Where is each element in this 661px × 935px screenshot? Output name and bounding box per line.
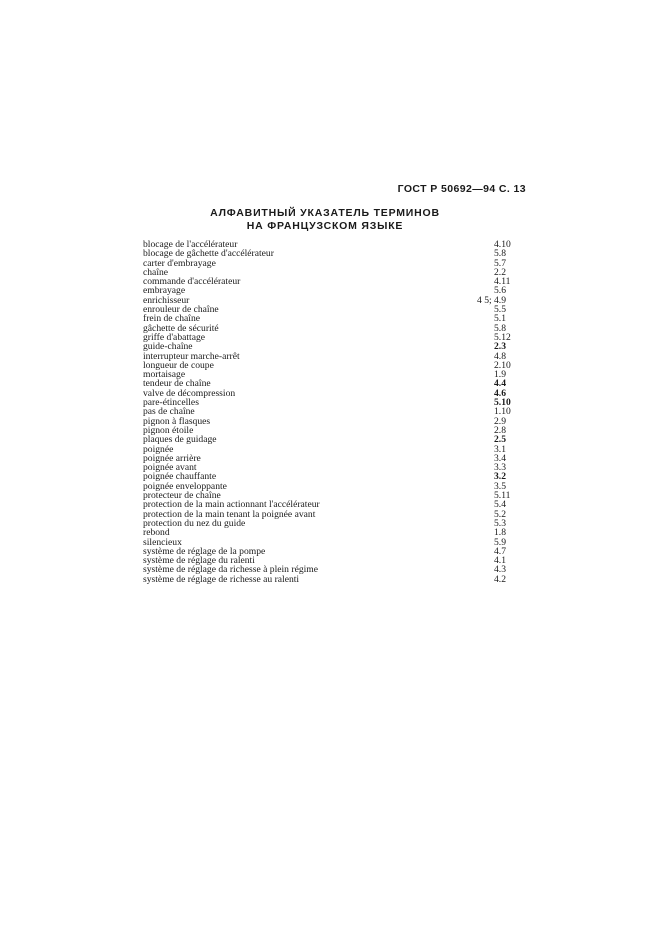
entry-number: 5.9 [494,536,506,548]
entry-term: protecteur de chaîne [143,490,221,502]
entry-number: 4.6 [494,387,506,399]
entry-term: enrouleur de chaîne [143,304,219,316]
entry-term: poignée enveloppante [143,480,227,492]
index-entry [143,277,523,286]
entry-number: 1.8 [494,527,506,539]
entry-term: poignée chauffante [143,471,217,483]
entry-term: poignée [143,443,174,455]
entry-term: silencieux [143,536,182,548]
entry-number: 1.9 [494,369,506,381]
page-header: ГОСТ Р 50692—94 С. 13 [397,183,526,195]
index-entry [143,305,523,314]
entry-term: guide-chaîne [143,341,193,353]
entry-number: 5.8 [494,322,506,334]
entry-number: 2.9 [494,415,506,427]
entry-number: 2.3 [494,341,506,353]
entry-number: 2.8 [494,424,506,436]
index-entry [143,528,523,537]
entry-term: gâchette de sécurité [143,322,219,334]
entry-number: 4.4 [494,378,506,390]
entry-number: 5.11 [494,490,511,502]
index-entry [143,519,523,528]
title-line-1: АЛФАВИТНЫЙ УКАЗАТЕЛЬ ТЕРМИНОВ [210,207,440,219]
term-index [143,240,523,584]
entry-number: 3.3 [494,462,506,474]
index-entry [143,575,523,584]
index-entry [143,398,523,407]
entry-number: 4.10 [494,239,511,250]
entry-term: tendeur de chaîne [143,378,211,390]
entry-term: griffe d'abattage [143,331,206,343]
entry-term: système de réglage da richesse à plein régime [143,564,319,576]
entry-term: commande d'accélérateur [143,276,241,288]
entry-term: protection de la main actionnant l'accélérateur [143,499,320,511]
entry-term: blocage de gâchette d'accélérateur [143,248,274,260]
entry-term: embrayage [143,285,186,297]
index-entry [143,454,523,463]
entry-number: 5.3 [494,517,506,529]
entry-number: 5.7 [494,257,506,269]
entry-number: 3.2 [494,471,506,483]
entry-number: 3.1 [494,443,506,455]
entry-term: blocage de l'accélérateur [143,239,238,250]
entry-number: 3.5 [494,480,506,492]
entry-term: protection de la main tenant la poignée avant [143,508,316,520]
entry-number: 4.7 [494,545,506,557]
entry-number: 1.10 [494,406,511,418]
entry-term: frein de chaîne [143,313,200,325]
entry-number: 4.8 [494,350,506,362]
entry-term: pas de chaîne [143,406,195,418]
entry-term: chaîne [143,266,169,278]
index-entry [143,417,523,426]
index-entry [143,435,523,444]
entry-number: 4.1 [494,555,506,567]
entry-term: plaques de guidage [143,434,217,446]
entry-number: 5.5 [494,304,506,316]
entry-term: valve de décompression [143,387,236,399]
entry-number: 5.1 [494,313,506,325]
entry-number: 5.10 [494,397,511,409]
index-entry [143,259,523,268]
entry-term: protection du nez du guide [143,517,246,529]
entry-term: enrichisseur [143,294,190,306]
entry-number: 5.6 [494,285,506,297]
entry-number: 4.2 [494,573,506,585]
index-entry [143,361,523,370]
index-entry [143,286,523,295]
entry-number: 3.4 [494,452,506,464]
entry-term: pare-étincelles [143,397,199,409]
entry-term: longueur de coupe [143,359,214,371]
entry-number: 5.12 [494,331,511,343]
entry-term: carter d'embrayage [143,257,216,269]
entry-number: 5.8 [494,248,506,260]
entry-term: pignon étoile [143,424,194,436]
entry-number: 4.11 [494,276,511,288]
entry-number: 2.5 [494,434,506,446]
entry-number: 4.3 [494,564,506,576]
entry-number: 2.2 [494,266,506,278]
entry-term: pignon à flasques [143,415,211,427]
entry-term: rebond [143,527,170,539]
entry-term: mortaisage [143,369,186,381]
index-title [180,207,470,233]
entry-number: 5.4 [494,499,506,511]
entry-term: poignée avant [143,462,197,474]
entry-number: 2.10 [494,359,511,371]
index-entry [143,389,523,398]
entry-extra-ref: 4 5; [477,294,492,306]
entry-term: interrupteur marche-arrêt [143,350,240,362]
index-entry [143,333,523,342]
entry-number: 5.2 [494,508,506,520]
title-line-2: НА ФРАНЦУЗСКОМ ЯЗЫКЕ [246,220,404,232]
entry-term: système de réglage du ralenti [143,555,255,567]
entry-term: système de réglage de la pompe [143,545,266,557]
entry-term: poignée arrière [143,452,201,464]
entry-number: 4.9 [494,294,506,306]
entry-term: système de réglage de richesse au ralenti [143,573,300,585]
